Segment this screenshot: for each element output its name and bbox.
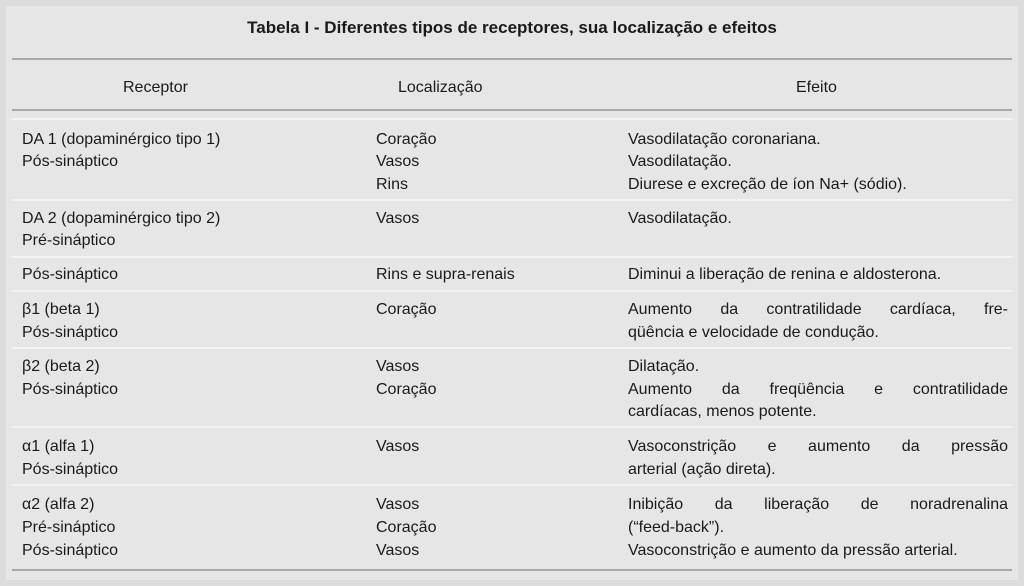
table-cell-receptor: β2 (beta 2) — [22, 358, 100, 375]
table-cell-efeito: Aumento da contratilidade cardíaca, fre- — [628, 301, 1008, 318]
table-cell-localizacao: Vasos — [376, 438, 420, 455]
table-cell-efeito: Vasoconstrição e aumento da pressão arterial. — [628, 542, 958, 559]
table-cell-localizacao: Vasos — [376, 210, 420, 227]
row-separator — [12, 347, 1012, 349]
table-cell-receptor: Pós-sináptico — [22, 461, 119, 478]
table-cell-localizacao: Coração — [376, 381, 437, 398]
table-cell-efeito: (“feed-back”). — [628, 519, 725, 536]
table-cell-receptor: Pós-sináptico — [22, 324, 119, 341]
table-cell-efeito: Diminui a liberação de renina e aldosterona. — [628, 266, 942, 283]
table-cell-localizacao: Vasos — [376, 542, 420, 559]
table-cell-receptor: Pós-sináptico — [22, 542, 119, 559]
row-separator — [12, 256, 1012, 258]
row-separator — [12, 199, 1012, 201]
table-cell-efeito: Dilatação. — [628, 358, 700, 375]
column-header-receptor: Receptor — [123, 79, 188, 96]
table-title: Tabela I - Diferentes tipos de receptores, sua localização e efeitos — [247, 18, 777, 37]
row-separator — [12, 290, 1012, 292]
header-underline — [12, 118, 1012, 120]
column-header-efeito: Efeito — [796, 79, 837, 96]
table-cell-efeito: Vasoconstrição e aumento da pressão — [628, 438, 1008, 455]
table-cell-localizacao: Coração — [376, 519, 437, 536]
table-cell-receptor: DA 2 (dopaminérgico tipo 2) — [22, 210, 221, 227]
table-cell-localizacao: Coração — [376, 131, 437, 148]
table-cell-efeito: arterial (ação direta). — [628, 461, 776, 478]
table-cell-efeito: Inibição da liberação de noradrenalina — [628, 496, 1008, 513]
column-header-localizacao: Localização — [398, 79, 483, 96]
table-cell-efeito: Vasodilatação coronariana. — [628, 131, 821, 148]
table-cell-receptor: Pós-sináptico — [22, 381, 119, 398]
title-divider — [12, 58, 1012, 60]
table-cell-receptor: Pós-sináptico — [22, 153, 119, 170]
table-cell-localizacao: Coração — [376, 301, 437, 318]
table-cell-localizacao: Vasos — [376, 496, 420, 513]
table-cell-receptor: Pré-sináptico — [22, 519, 116, 536]
table-cell-receptor: Pré-sináptico — [22, 232, 116, 249]
table-cell-receptor: α1 (alfa 1) — [22, 438, 95, 455]
table-cell-localizacao: Vasos — [376, 358, 420, 375]
table-cell-receptor: β1 (beta 1) — [22, 301, 100, 318]
table-cell-receptor: α2 (alfa 2) — [22, 496, 95, 513]
table-cell-receptor: Pós-sináptico — [22, 266, 119, 283]
table-cell-receptor: DA 1 (dopaminérgico tipo 1) — [22, 131, 221, 148]
table-cell-efeito: Aumento da freqüência e contratilidade — [628, 381, 1008, 398]
row-separator — [12, 484, 1012, 486]
table-cell-efeito: cardíacas, menos potente. — [628, 403, 817, 420]
row-separator — [12, 426, 1012, 428]
header-divider — [12, 109, 1012, 111]
table-cell-localizacao: Rins e supra-renais — [376, 266, 515, 283]
table-container — [6, 6, 1018, 580]
table-cell-efeito: qüência e velocidade de condução. — [628, 324, 879, 341]
table-cell-efeito: Vasodilatação. — [628, 153, 732, 170]
table-cell-localizacao: Rins — [376, 176, 409, 193]
table-cell-efeito: Diurese e excreção de íon Na+ (sódio). — [628, 176, 907, 193]
table-cell-efeito: Vasodilatação. — [628, 210, 732, 227]
table-bottom-rule — [12, 569, 1012, 571]
table-cell-localizacao: Vasos — [376, 153, 420, 170]
